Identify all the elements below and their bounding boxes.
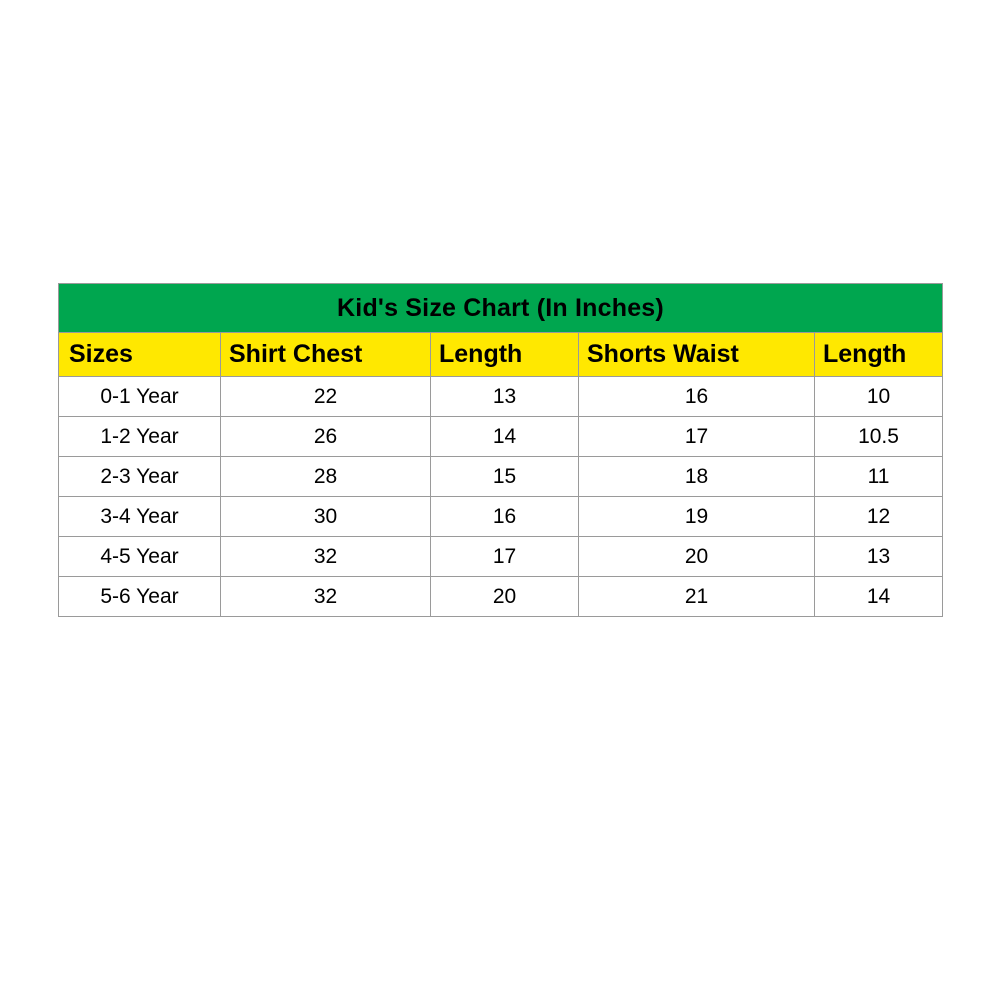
- table-row: [59, 497, 943, 537]
- column-header-length-shorts: Length: [815, 333, 943, 377]
- table-row: [59, 577, 943, 617]
- column-header-length-shirt: Length: [431, 333, 579, 377]
- cell-shorts-length: 10: [815, 377, 943, 417]
- size-chart-container: [58, 283, 942, 617]
- cell-size: 2-3 Year: [59, 457, 221, 497]
- size-chart-table: [58, 283, 943, 617]
- cell-shirt-chest: 30: [221, 497, 431, 537]
- table-row: [59, 537, 943, 577]
- cell-shorts-waist: 17: [579, 417, 815, 457]
- cell-shorts-waist: 16: [579, 377, 815, 417]
- cell-size: 3-4 Year: [59, 497, 221, 537]
- table-header-row: [59, 333, 943, 377]
- cell-shirt-chest: 32: [221, 537, 431, 577]
- cell-shirt-length: 20: [431, 577, 579, 617]
- table-row: [59, 377, 943, 417]
- cell-size: 0-1 Year: [59, 377, 221, 417]
- cell-shirt-length: 16: [431, 497, 579, 537]
- cell-size: 4-5 Year: [59, 537, 221, 577]
- cell-shirt-chest: 22: [221, 377, 431, 417]
- column-header-shirt-chest: Shirt Chest: [221, 333, 431, 377]
- table-row: [59, 457, 943, 497]
- cell-shorts-length: 13: [815, 537, 943, 577]
- chart-title: Kid's Size Chart (In Inches): [59, 284, 943, 333]
- column-header-sizes: Sizes: [59, 333, 221, 377]
- cell-shorts-waist: 21: [579, 577, 815, 617]
- cell-shorts-length: 14: [815, 577, 943, 617]
- cell-size: 5-6 Year: [59, 577, 221, 617]
- column-header-shorts-waist: Shorts Waist: [579, 333, 815, 377]
- cell-shorts-waist: 20: [579, 537, 815, 577]
- cell-shirt-length: 13: [431, 377, 579, 417]
- cell-shirt-chest: 26: [221, 417, 431, 457]
- cell-shirt-length: 15: [431, 457, 579, 497]
- cell-shorts-length: 10.5: [815, 417, 943, 457]
- table-title-row: [59, 284, 943, 333]
- cell-shirt-chest: 32: [221, 577, 431, 617]
- cell-shirt-length: 14: [431, 417, 579, 457]
- table-row: [59, 417, 943, 457]
- cell-shorts-length: 12: [815, 497, 943, 537]
- cell-shorts-waist: 19: [579, 497, 815, 537]
- cell-size: 1-2 Year: [59, 417, 221, 457]
- cell-shirt-chest: 28: [221, 457, 431, 497]
- cell-shorts-length: 11: [815, 457, 943, 497]
- cell-shorts-waist: 18: [579, 457, 815, 497]
- cell-shirt-length: 17: [431, 537, 579, 577]
